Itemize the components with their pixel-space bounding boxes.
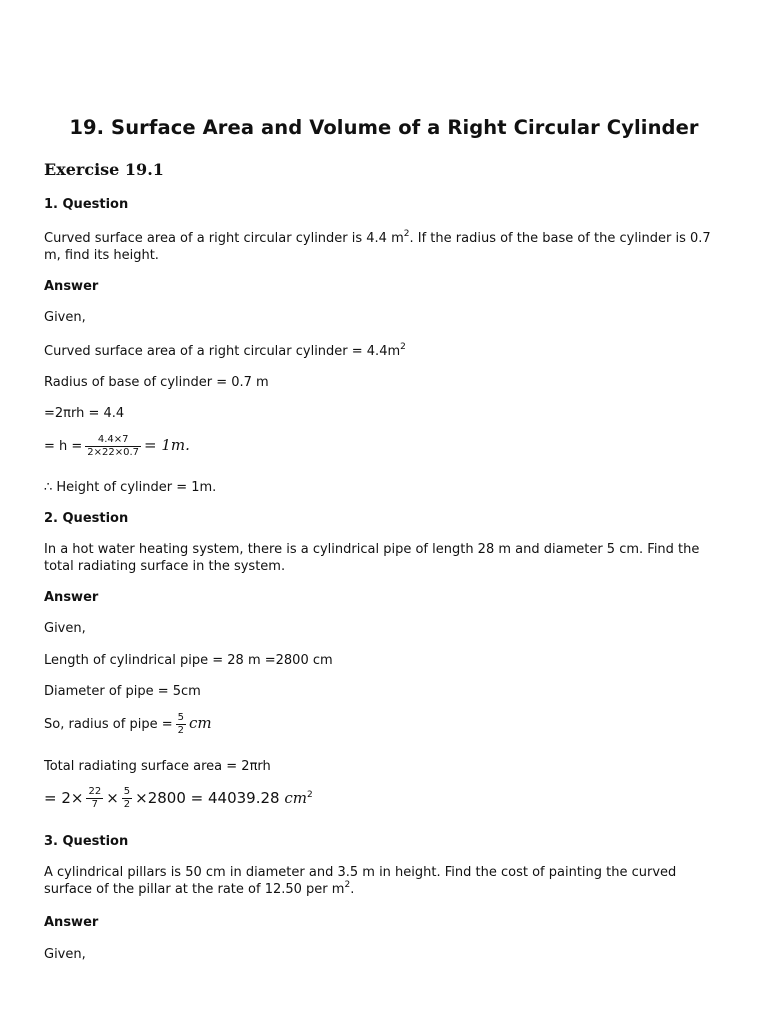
q2-line5: = 2× $\frac{22}{7}$ × $\frac{5}{2}$ ×2800 = 44039.28 $cm^2$ [44,786,313,810]
q1-given: Given, [44,310,86,325]
q2-line4: Total radiating surface area = 2πrh [44,759,271,774]
chapter-title: 19. Surface Area and Volume of a Right Circular Cylinder [69,116,699,139]
q2-given: Given, [44,621,86,636]
q2-fraction-22-7: $\frac{22}{7}$ [88,786,102,810]
q1-answer-label: Answer [44,279,99,294]
q1-line4: = h = $\frac{4.4\times 7}{2\times 22\times 0.7}$ = 1m. [44,434,190,458]
q1-line2: Radius of base of cylinder = 0.7 m [44,375,269,390]
q3-answer-label: Answer [44,915,99,930]
q1-line1: Curved surface area of a right circular cylinder = $4.4m^2$ [44,342,406,359]
q2-heading: 2. Question [44,511,129,526]
q3-given: Given, [44,947,86,962]
q1-fraction: $\frac{4.4\times 7}{2\times 22\times 0.7}$ [87,434,140,458]
q2-radius-fraction: $\frac{5}{2}$ [177,712,184,736]
q2-line1: Length of cylindrical pipe = 28 m =2800 cm [44,653,333,668]
q1-text: Curved surface area of a right circular cylinder is 4.4 $m^2$. If the radius of the base of the cylinder is 0.7 m, find its height. [44,229,711,263]
q2-fraction-5-2: $\frac{5}{2}$ [123,786,131,810]
q2-line3: So, radius of pipe = $\frac{5}{2}$ cm [44,712,212,736]
q3-text: A cylindrical pillars is 50 cm in diameter and 3.5 m in height. Find the cost of painting the curved surface of the pillar at the rate of 12.50 per $m^2$. [44,865,677,897]
q2-answer-label: Answer [44,590,99,605]
q1-line3: =2πrh = 4.4 [44,406,125,421]
q1-heading: 1. Question [44,197,129,212]
q1-line5: ∴ Height of cylinder = 1m. [44,480,217,495]
q3-heading: 3. Question [44,834,129,849]
q2-text: In a hot water heating system, there is a cylindrical pipe of length 28 m and diameter 5 cm. Find the total radiating surface in the system. [44,542,700,574]
q2-line2: Diameter of pipe = 5cm [44,684,201,699]
exercise-heading: Exercise 19.1 [44,160,164,179]
